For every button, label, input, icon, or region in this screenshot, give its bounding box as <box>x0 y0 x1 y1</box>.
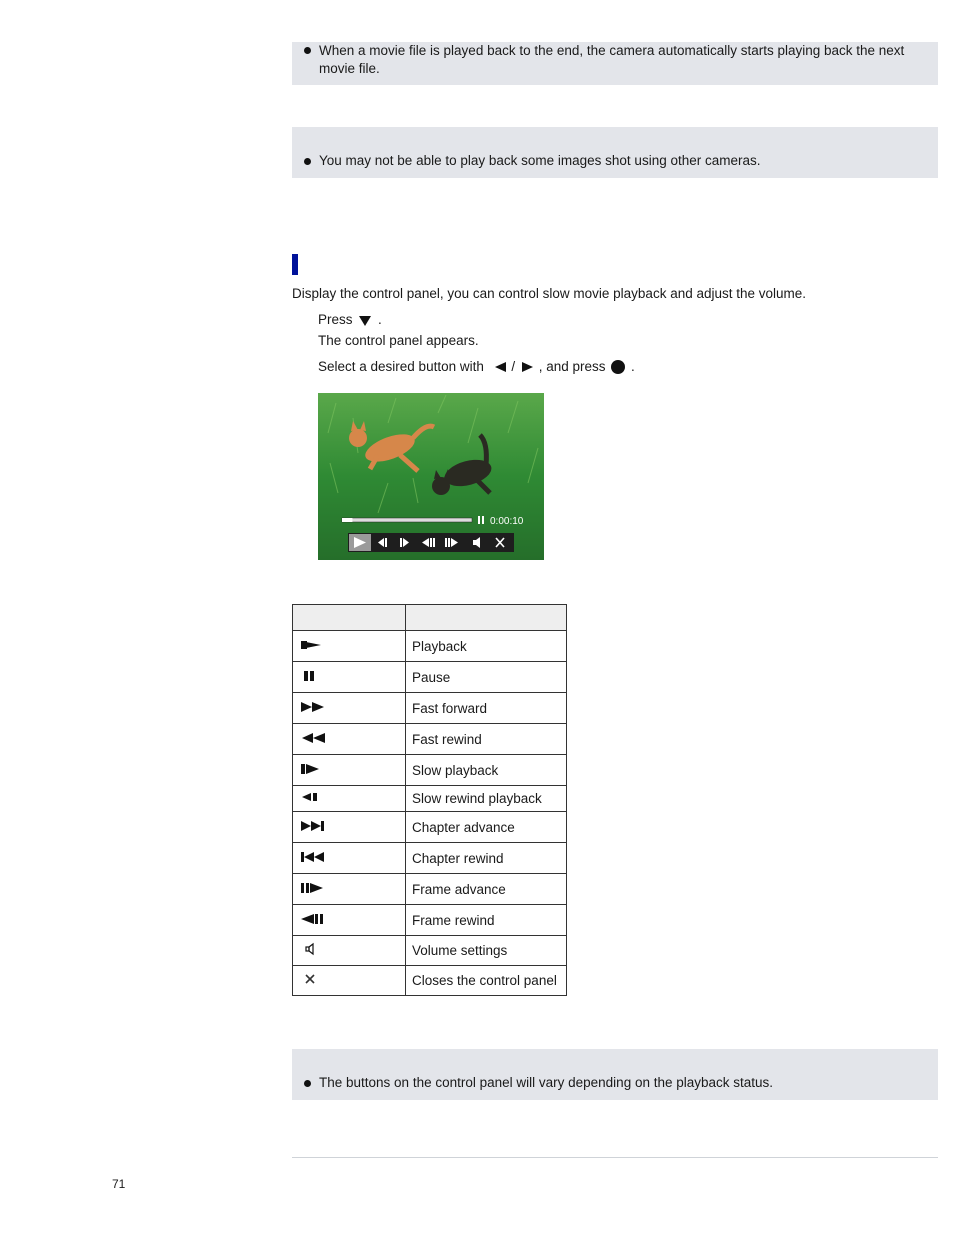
table-label-cell: Volume settings <box>406 936 567 966</box>
table-row <box>293 966 567 996</box>
note-box-control-panel-buttons <box>292 1049 938 1100</box>
step-2-suffix: . <box>631 359 635 374</box>
table-icon-cell <box>293 843 406 874</box>
frame-rewind-icon <box>299 912 329 926</box>
step-1 <box>318 311 382 329</box>
kittens-in-grass-image <box>318 393 544 560</box>
intro-text: Display the control panel, you can control slow movie playback and adjust the volume. <box>292 286 807 301</box>
progress-bar-track <box>342 518 472 522</box>
step-2 <box>318 358 635 376</box>
table-label-cell: Fast rewind <box>406 724 567 755</box>
volume-button-icon <box>473 540 476 545</box>
table-row <box>293 843 567 874</box>
table-icon-cell <box>293 966 406 996</box>
chapter-rewind-icon <box>299 850 329 864</box>
table-icon-cell <box>293 693 406 724</box>
table-row <box>293 724 567 755</box>
table-row <box>293 755 567 786</box>
table-header-row <box>293 605 567 631</box>
table-row <box>293 905 567 936</box>
table-label-cell: Slow playback <box>406 755 567 786</box>
note-text: You may not be able to play back some images shot using other cameras. <box>319 153 761 168</box>
pause-status-icon <box>478 516 480 524</box>
volume-icon <box>303 942 329 956</box>
note-box-other-cameras <box>292 127 938 178</box>
step-2-mid: , and press <box>538 359 606 374</box>
table-label-cell: Frame advance <box>406 874 567 905</box>
table-label-cell: Pause <box>406 662 567 693</box>
progress-bar-fill <box>342 518 352 522</box>
play-icon <box>299 638 325 652</box>
table-icon-cell <box>293 724 406 755</box>
table-icon-cell <box>293 812 406 843</box>
close-icon <box>303 972 329 986</box>
down-arrow-icon <box>356 313 374 327</box>
table-row <box>293 936 567 966</box>
step-1-prefix: Press <box>318 312 353 327</box>
table-header-cell <box>406 605 567 631</box>
left-arrow-icon <box>492 360 508 374</box>
right-arrow-icon <box>519 360 535 374</box>
step-1-result: The control panel appears. <box>318 333 479 348</box>
table-icon-cell <box>293 936 406 966</box>
page-number: 71 <box>112 1177 126 1191</box>
bullet-icon <box>304 1080 311 1087</box>
table-label-cell: Frame rewind <box>406 905 567 936</box>
table-icon-cell <box>293 631 406 662</box>
frame-advance-icon <box>299 881 329 895</box>
fast-rewind-icon <box>299 731 329 745</box>
frame-advance-button-icon <box>445 538 447 547</box>
step-2-prefix: Select a desired button with <box>318 359 484 374</box>
control-buttons-table <box>292 604 567 996</box>
footer-divider <box>292 1157 938 1158</box>
table-label-cell: Closes the control panel <box>406 966 567 996</box>
slow-playback-icon <box>299 762 325 776</box>
table-icon-cell <box>293 905 406 936</box>
slow-playback-button-icon <box>400 538 402 547</box>
table-icon-cell <box>293 786 406 812</box>
table-header-cell <box>293 605 406 631</box>
table-label-cell: Slow rewind playback <box>406 786 567 812</box>
bullet-icon <box>304 158 311 165</box>
center-button-icon <box>609 359 627 375</box>
table-icon-cell <box>293 662 406 693</box>
table-label-cell: Chapter rewind <box>406 843 567 874</box>
table-row <box>293 693 567 724</box>
table-row <box>293 874 567 905</box>
note-text: The buttons on the control panel will vary depending on the playback status. <box>319 1075 774 1090</box>
table-row <box>293 812 567 843</box>
table-label-cell: Chapter advance <box>406 812 567 843</box>
camera-screen-image <box>318 393 544 560</box>
table-icon-cell <box>293 755 406 786</box>
step-2-separator: / <box>511 359 516 374</box>
section-heading-marker <box>292 254 298 275</box>
table-label-cell: Fast forward <box>406 693 567 724</box>
time-readout: 0:00:10 <box>490 516 524 527</box>
note-text: When a movie file is played back to the end, the camera automatically starts playing back the next movie file. <box>319 43 905 76</box>
step-1-suffix: . <box>378 312 382 327</box>
table-label-cell: Playback <box>406 631 567 662</box>
table-row <box>293 786 567 812</box>
chapter-advance-icon <box>299 819 329 833</box>
table-row <box>293 631 567 662</box>
table-icon-cell <box>293 874 406 905</box>
bullet-icon <box>304 47 311 54</box>
pause-icon <box>299 669 325 683</box>
note-box-playback-continuation <box>292 42 938 85</box>
fast-forward-icon <box>299 700 329 714</box>
table-row <box>293 662 567 693</box>
slow-rewind-icon <box>299 791 325 803</box>
